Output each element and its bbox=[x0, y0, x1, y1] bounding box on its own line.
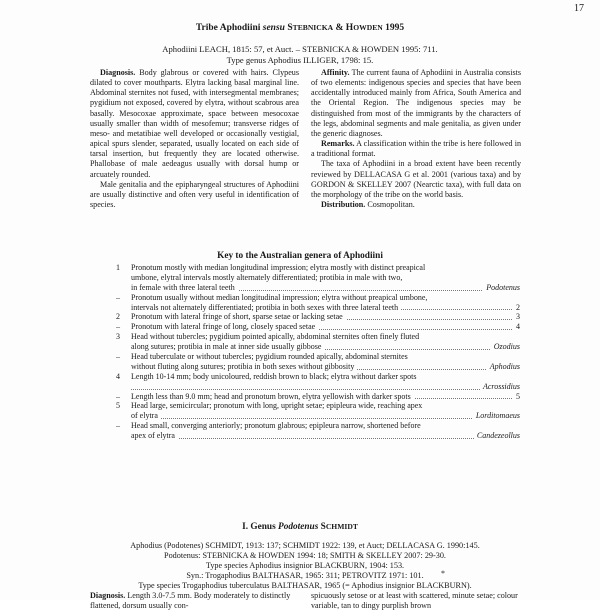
key-result-couplet: 2 bbox=[513, 303, 520, 313]
key-couplet-number: – bbox=[116, 292, 120, 302]
key-line bbox=[116, 283, 520, 293]
genus-diagnosis-text: Length 3.0-7.5 mm. Body moderately to distinctly flattened, dorsum usually con- bbox=[90, 591, 291, 610]
key-line-text: Length less than 9.0 mm; head and pronotum brown, elytra yellowish with darker spots bbox=[131, 392, 414, 402]
key-line bbox=[116, 293, 520, 303]
leader-dots bbox=[131, 438, 520, 439]
key-couplet-number: 1 bbox=[116, 263, 120, 272]
key-line bbox=[116, 263, 520, 273]
key-couplet-number: – bbox=[116, 391, 120, 401]
tribe-citation: Aphodiini LEACH, 1815: 57, et Auct. – STEBNICKA & HOWDEN 1995: 711. bbox=[162, 44, 438, 54]
key-title: Key to the Australian genera of Aphodiini bbox=[217, 251, 383, 261]
genus-diagnosis bbox=[90, 591, 299, 611]
key-line bbox=[116, 322, 520, 332]
key-result-couplet: 3 bbox=[513, 312, 520, 322]
key-result-couplet: 4 bbox=[513, 322, 520, 332]
key-result-genus: Aphodius bbox=[487, 362, 520, 372]
type-genus: Type genus Aphodius ILLIGER, 1798: 15. bbox=[226, 55, 374, 65]
affinity-text: The current fauna of Aphodiini in Australia consists of two elements: indigenous species and species that have been accidentally introduced mainly from Africa, South America and the Oriental Region. The indigenous species may be distinguished from most of the immigrants by the characters of the legs, abdominal segments and male genitalia, as given under the generic diagnoses. bbox=[311, 68, 521, 138]
key-line bbox=[116, 372, 520, 382]
key-couplet-number: – bbox=[116, 352, 120, 362]
key-line-text: Head large, semicircular; pronotum with long, upright setae; epipleura wide, reaching apex bbox=[131, 401, 423, 411]
synonymy-line: Podotenus: STEBNICKA & HOWDEN 1994: 18; SMITH & SKELLEY 2007: 29-30. bbox=[164, 551, 446, 560]
key-line bbox=[116, 401, 520, 411]
key-line bbox=[116, 273, 520, 283]
diagnosis-column bbox=[90, 68, 299, 210]
key-line bbox=[116, 332, 520, 342]
affinity-heading: Affinity. bbox=[321, 68, 350, 77]
key-result-genus: Candezeollus bbox=[474, 431, 520, 441]
identification-key bbox=[116, 263, 520, 441]
key-line bbox=[116, 352, 520, 362]
asterisk-mark: * bbox=[441, 569, 445, 578]
key-line-text: without fluting along sutures; protibia in both sexes without gibbosity bbox=[131, 362, 357, 372]
key-line bbox=[116, 431, 520, 441]
remarks-heading: Remarks. bbox=[321, 139, 355, 149]
diagnosis-text: Body glabrous or covered with hairs. Clypeus dilated to cover mouthparts. Elytra lacking basal marginal line. Abdominal sternites not fused, with intersegmental membranes; pygidium not exposed, covered by elytra, without scabrous area basally. Mesocoxae approximate, space between mesocoxae usually smaller than width of mesofemur; transverse ridges of meso- and metatibiae well developed or occasionally vestigial, apical spurs slender, separated, usually located on each side of tarsal insertion, but frequently they are located otherwise. Phallobase of male aedeagus usually with dorsal hump or arcuately rounded. bbox=[90, 68, 299, 179]
key-line-text: in female with three lateral teeth bbox=[131, 283, 238, 293]
synonymy-line: Syn.: Trogaphodius BALTHASAR, 1965: 311; PETROVITZ 1971: 101. bbox=[186, 571, 424, 580]
key-line bbox=[116, 342, 520, 352]
distribution-heading: Distribution. bbox=[321, 200, 366, 210]
key-line bbox=[116, 382, 520, 392]
key-line-text: intervals not alternately differentiated; protibia in both sexes with three lateral teeth bbox=[131, 303, 401, 313]
key-couplet-number: 2 bbox=[116, 312, 120, 322]
key-couplet-number: 3 bbox=[116, 332, 120, 342]
distribution-text: Cosmopolitan. bbox=[365, 200, 415, 210]
genitalia-paragraph: Male genitalia and the epipharyngeal structures of Aphodiini are usually distinctive and often very useful in identification of species. bbox=[90, 179, 299, 210]
genus-diagnosis-heading: Diagnosis. bbox=[90, 591, 126, 600]
key-couplet-number: 4 bbox=[116, 371, 120, 381]
key-result-genus: Lorditomaeus bbox=[473, 411, 520, 421]
key-line bbox=[116, 421, 520, 431]
key-line-text: Length 10-14 mm; body unicoloured, reddish brown to black; elytra without darker spots bbox=[131, 371, 417, 381]
key-result-couplet: 5 bbox=[513, 392, 520, 402]
leader-dots bbox=[131, 389, 520, 390]
key-line-text: Pronotum mostly with median longitudinal impression; elytra mostly with distinct preapical bbox=[131, 263, 426, 272]
key-result-genus: Podotenus bbox=[483, 283, 520, 293]
diagnosis-heading: Diagnosis. bbox=[100, 68, 136, 77]
key-line-text: along sutures; protibia in male at inner side usually gibbose bbox=[131, 342, 324, 352]
genus-title: I. Genus Podotenus SCHMIDT bbox=[242, 522, 358, 532]
tribe-title: Tribe Aphodiini sensu STEBNICKA & HOWDEN 1995 bbox=[195, 23, 405, 33]
key-line-text: umbone, elytral intervals mostly alternately differentiated; protibia in male with two, bbox=[131, 272, 403, 282]
affinity-column bbox=[311, 68, 521, 210]
key-line bbox=[116, 362, 520, 372]
key-line bbox=[116, 303, 520, 313]
key-line-text: of elytra bbox=[131, 411, 161, 421]
remarks-text: A classification within the tribe is here followed in a traditional format. bbox=[311, 139, 521, 159]
synonymy-line: Type species Trogaphodius tuberculatus BALTHASAR, 1965 (= Aphodius insignior BLACKBURN). bbox=[138, 581, 472, 590]
synonymy-line: Aphodius (Podotenes) SCHMIDT, 1913: 137; SCHMIDT 1922: 139, et Auct; DELLACASA G. 1990:145. bbox=[130, 541, 480, 550]
key-line-text: Pronotum with lateral fringe of long, closely spaced setae bbox=[131, 322, 318, 332]
key-line bbox=[116, 312, 520, 322]
leader-dots bbox=[131, 418, 520, 419]
key-couplet-number: – bbox=[116, 421, 120, 431]
key-line-text: Head small, converging anteriorly; pronotum glabrous; epipleura narrow, shortened before bbox=[131, 421, 421, 431]
key-line-text: Head without tubercles; pygidium pointed apically, abdominal sternites often finely fluted bbox=[131, 332, 420, 342]
synonymy-line: Type species Aphodius insignior BLACKBURN, 1904: 153. bbox=[205, 561, 405, 570]
key-result-genus: Ozodius bbox=[491, 342, 520, 352]
key-line-text: Pronotum usually without median longitudinal impression; elytra without preapical umbone, bbox=[131, 292, 428, 302]
key-line bbox=[116, 411, 520, 421]
key-line bbox=[116, 392, 520, 402]
taxa-paragraph: The taxa of Aphodiini in a broad extent have been recently reviewed by DELLACASA G et al. 2001 (various taxa) and by GORDON & SKELLEY 2007 (Nearctic taxa), with full data on the morphology of the tribe on the world basis. bbox=[311, 159, 521, 199]
genus-diagnosis-continued: spicuously setose or at least with scattered, minute setae; colour variable, tan to dingy purplish brown bbox=[311, 591, 518, 610]
key-couplet-number: – bbox=[116, 322, 120, 332]
key-line-text: Pronotum with lateral fringe of short, sparse setae or lacking setae bbox=[131, 312, 346, 322]
key-line-text: Head tuberculate or without tubercles; pygidium rounded apically, abdominal sternites bbox=[131, 352, 408, 362]
key-line-text: apex of elytra bbox=[131, 431, 178, 441]
key-couplet-number: 5 bbox=[116, 401, 120, 411]
key-result-genus: Acrossidius bbox=[480, 382, 520, 392]
page-number: 17 bbox=[574, 3, 584, 14]
